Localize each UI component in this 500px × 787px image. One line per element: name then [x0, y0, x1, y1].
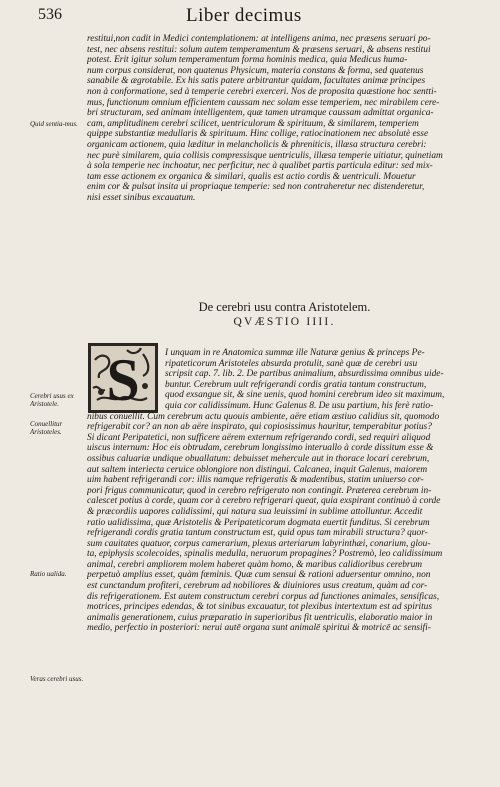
text-line: à sola temperie nec inchoatur, nec perficitur, nec à qualibet partis particula editur: sed mix- — [87, 161, 433, 172]
text-line: uiscus internum: Hoc eis obtrudam, cerebrum longissimo interuallo à corde dissitum esse & — [87, 443, 434, 454]
text-line: nisi esset sinibus excauatum. — [87, 192, 196, 203]
running-title: Liber decimus — [186, 5, 302, 26]
text-line: uim habent refrigerandi cor: illis namque refrigeratis & madentibus, statim uniuerso cor- — [87, 475, 424, 486]
text-line: animalis generationem, cuius præparatio in superioribus fit uentriculis, elaboratio maior in — [87, 612, 433, 623]
page-number: 536 — [38, 6, 62, 23]
paragraph-question — [87, 348, 482, 778]
text-line: enim cor & pulsat insita ui propriaque temperie: sed non contraheretur nec distenderetur, — [87, 182, 425, 193]
text-line: sanabile & ægrotabile. Ex his satis patere arbitrantur quidam, facultates animæ principes — [87, 76, 426, 87]
text-line: potest. Erit igitur solum temperamentum forma hominis medica, quia Medicus huma- — [87, 55, 408, 66]
margin-note: Quid sentia-mus. — [30, 120, 78, 128]
text-line: dis refrigerationem. Est autem constructum cerebri corpus ad functiones animales, sensificas, — [87, 591, 440, 602]
text-line: est cunctandum profiteri, cerebrum ad nobiliores & diuiniores usus creatum, quàm ad cor- — [87, 581, 428, 592]
text-line: num corpus considerat, non quatenus Physicum, materia constans & forma, sed quatenus — [87, 65, 424, 76]
paragraph-continuation — [87, 34, 482, 334]
text-line: quippe substantiæ medullaris & spirituum. Hinc collige, ratiocinationem nec absolutè esse — [87, 129, 429, 140]
text-line: refrigerabit cor? an non ab aëre inspirato, qui copiosissimus hauritur, temperabitur potius? — [87, 422, 432, 433]
text-line: nibus conuellit. Cum cerebrum actu quouis ambiente, aëre etiam æstiuo calidius sit, quomodo — [87, 411, 440, 422]
text-line: scripsit cap. 7. lib. 2. De partibus animalium, absurdissima omnibus uide- — [165, 369, 444, 380]
text-line: ossibus caluariæ undique obuallatum: debuisset mehercule aut in thorace locari cerebrum, — [87, 453, 430, 464]
text-line: nec purè similarem, quia collisis compressisque uentriculis, illæsa temperie uitiatur, quinetiam — [87, 150, 443, 161]
text-line: refrigerandi cordis gratia tantum constructum est, quid opus tam mirabili structura? quor- — [87, 528, 428, 539]
text-line: sum cauitates quatuor, corpus camerarium, plexus arteriarum labyrinthæi, conarium, glou- — [87, 538, 431, 549]
text-line: motrices, principes edendas, & tot sinibus excauatur, tot plexibus intertextum est ad spiritus — [87, 602, 433, 613]
question-number: QVÆSTIO IIII. — [233, 316, 336, 328]
text-line: buntur. Cerebrum uult refrigerandi cordis gratia tantum constructum, — [165, 379, 427, 390]
text-line: ripateticorum Aristoteles absurda protulit, sanè quæ de cerebri usu — [165, 358, 418, 369]
text-line: ta, epiphysis scolecoides, spinalis medulla, neruorum propagines? Postremò, leo calidissimum — [87, 549, 443, 560]
margin-note: Conuellitur Aristoteles. — [30, 420, 63, 436]
text-line: Si dicant Peripatetici, non sufficere aërem externum refrigerando cordi, sed requiri aliquod — [87, 432, 431, 443]
text-line: mus, functionum omnium efficientem caussam nec solam esse temperiem, nec mirabilem cere- — [87, 97, 440, 108]
chapter-heading: De cerebri usu contra Aristotelem. — [198, 300, 371, 314]
initial-letter: S — [106, 347, 140, 413]
page-header — [38, 6, 478, 28]
text-line: tam esse actionem ex organica & similari, qualis est actio cordis & uentriculi. Mouetur — [87, 171, 416, 182]
text-line: test, nec absens restitui: solum autem temperamentum & præsens seruari, & absens restitui — [87, 44, 431, 55]
text-line: medio, perfectio in posteriori: nerui autē organa sunt animalē spiritui & motricē ac sensifi- — [87, 623, 431, 634]
text-line: restitui,non cadit in Medici contemplationem: at intelligens anima, nec præsens seruari po- — [87, 34, 431, 44]
text-line: pori frigus communicatur, quod in cerebro refrigerato non contingit. Præterea cerebrum in- — [87, 485, 432, 496]
text-line: aut saltem interiecta ceruice oblongiore non distingui. Calcanea, inquit Galenus, maiorem — [87, 464, 428, 475]
text-line: bri structuram, sed animam intelligentem, quæ tamen utramque caussam admittat organica- — [87, 108, 434, 119]
text-line: non à conformatione, sed à temperie cerebri exerceri. Nos de proposita quæstione hoc sentti- — [87, 86, 437, 97]
margin-note: Veras cerebri usus. — [30, 675, 84, 683]
text-line: I unquam in re Anatomica summæ ille Naturæ genius & princeps Pe- — [165, 348, 425, 358]
text-line: organicam actionem, quia læditur in melancholicis & phreniticis, illæsa structura cerebri: — [87, 139, 427, 150]
text-line: cam, amplitudinem cerebri scilicet, uentriculorum & spirituum, & similarem, temperiem — [87, 118, 419, 129]
text-line: ratio ualidissima, quæ Aristotelis & Peripateticorum dogmata euertit funditus. Si cerebrum — [87, 517, 430, 528]
text-line: quod exsangue sit, & sine uenis, quod homini cerebrum ideo sit maximum, — [165, 390, 445, 401]
text-line: perpetuò amplius esset, quàm fœminis. Quæ cum sensui & rationi aduersentur omnino, non — [87, 570, 431, 581]
text-line: animal, cerebri ampliorem molem haberet quàm homo, & maribus calidioribus cerebrum — [87, 559, 423, 570]
text-line: & præcordiis uapores calidissimi, qui natura sua leuissimi in sublime attolluntur. Accedit — [87, 506, 423, 517]
margin-note: Cerebri usus ex Aristotele. — [30, 392, 74, 408]
text-line: calescet potius à corde, quam cor à cerebro refrigerari queat, quia exspirant continuò à corde — [87, 496, 441, 507]
text-line: quia cor calidissimum. Hunc Galenus 8. De usu partium, his ferè ratio- — [165, 400, 434, 411]
margin-note: Ratio ualida. — [30, 570, 67, 578]
